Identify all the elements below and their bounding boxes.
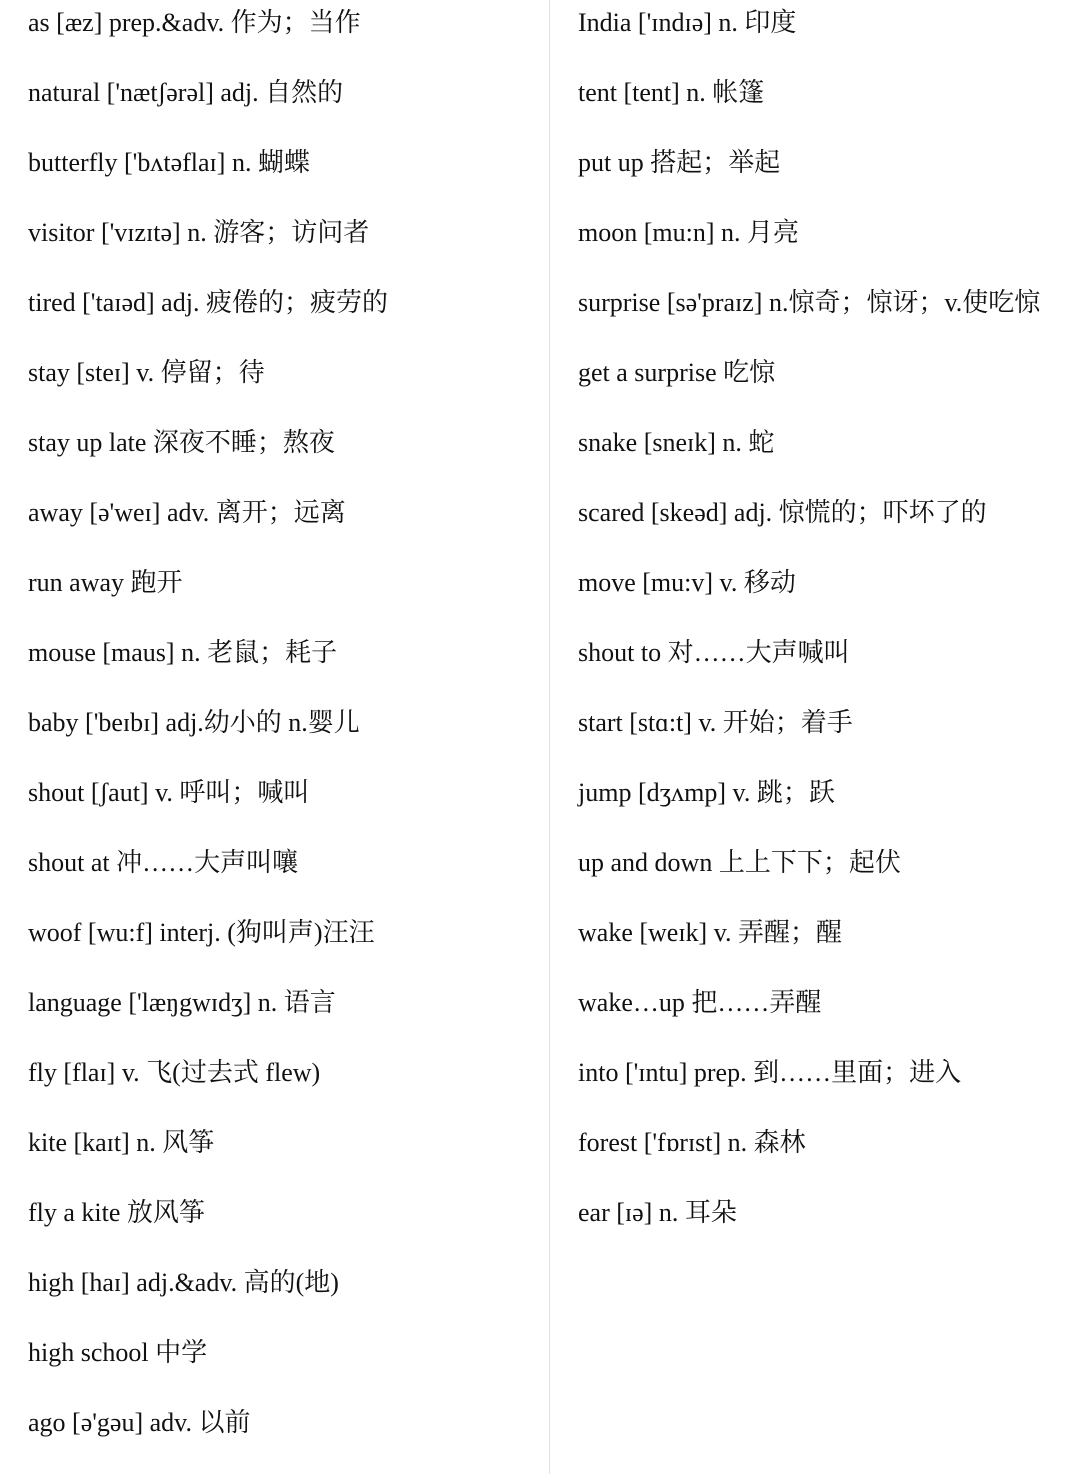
vocab-entry: shout at 冲……大声叫嚷 [28,848,299,877]
vocab-entry: stay [steɪ] v. 停留；待 [28,358,265,387]
vocab-entry: fly a kite 放风筝 [28,1198,205,1227]
vocab-entry: scared [skeəd] adj. 惊慌的；吓坏了的 [578,498,987,527]
vocab-entry: mouse [maus] n. 老鼠；耗子 [28,638,338,667]
vocab-entry: shout to 对……大声喊叫 [578,638,850,667]
vocab-entry: wake…up 把……弄醒 [578,988,822,1017]
vocab-entry: high [haɪ] adj.&adv. 高的(地) [28,1268,339,1297]
vocab-entry: ear [ɪə] n. 耳朵 [578,1198,737,1227]
vocab-entry: snake [sneɪk] n. 蛇 [578,428,775,457]
vocab-entry: woof [wu:f] interj. (狗叫声)汪汪 [28,918,375,947]
vocab-entry: kite [kaɪt] n. 风筝 [28,1128,215,1157]
vocab-entry: visitor ['vɪzɪtə] n. 游客；访问者 [28,218,370,247]
vocab-entry: surprise [sə'praɪz] n.惊奇；惊讶；v.使吃惊 [578,288,1041,317]
vocab-entry: jump [dʒʌmp] v. 跳；跃 [578,778,835,807]
vocab-entry: tired ['taɪəd] adj. 疲倦的；疲劳的 [28,288,388,317]
vocab-entry: up and down 上上下下；起伏 [578,848,901,877]
vocab-entry: get a surprise 吃惊 [578,358,776,387]
vocab-column-right [578,0,1080,1260]
vocab-entry: ago [ə'gəu] adv. 以前 [28,1408,251,1437]
vocab-entry: put up 搭起；举起 [578,148,781,177]
vocab-entry: away [ə'weɪ] adv. 离开；远离 [28,498,346,527]
vocab-entry: into ['ɪntu] prep. 到……里面；进入 [578,1058,962,1087]
column-divider [549,0,550,1474]
vocab-entry: fly [flaɪ] v. 飞(过去式 flew) [28,1058,321,1087]
vocab-entry: start [stɑ:t] v. 开始；着手 [578,708,853,737]
vocab-entry: move [mu:v] v. 移动 [578,568,796,597]
vocab-column-left [28,0,543,1470]
vocab-entry: butterfly ['bʌtəflaɪ] n. 蝴蝶 [28,148,310,177]
vocab-entry: wake [weɪk] v. 弄醒；醒 [578,918,843,947]
vocab-entry: language ['læŋgwɪdʒ] n. 语言 [28,988,336,1017]
vocab-entry: natural ['nætʃərəl] adj. 自然的 [28,78,344,107]
vocab-entry: high school 中学 [28,1338,208,1367]
vocab-entry: stay up late 深夜不睡；熬夜 [28,428,335,457]
vocab-entry: shout [ʃaut] v. 呼叫；喊叫 [28,778,310,807]
vocab-entry: moon [mu:n] n. 月亮 [578,218,799,247]
vocab-entry: India ['ɪndɪə] n. 印度 [578,8,797,37]
vocab-entry: tent [tent] n. 帐篷 [578,78,765,107]
vocab-entry: run away 跑开 [28,568,183,597]
vocab-entry: baby ['beɪbɪ] adj.幼小的 n.婴儿 [28,708,360,737]
vocab-entry: forest ['fɒrɪst] n. 森林 [578,1128,806,1157]
vocab-entry: as [æz] prep.&adv. 作为；当作 [28,8,361,37]
